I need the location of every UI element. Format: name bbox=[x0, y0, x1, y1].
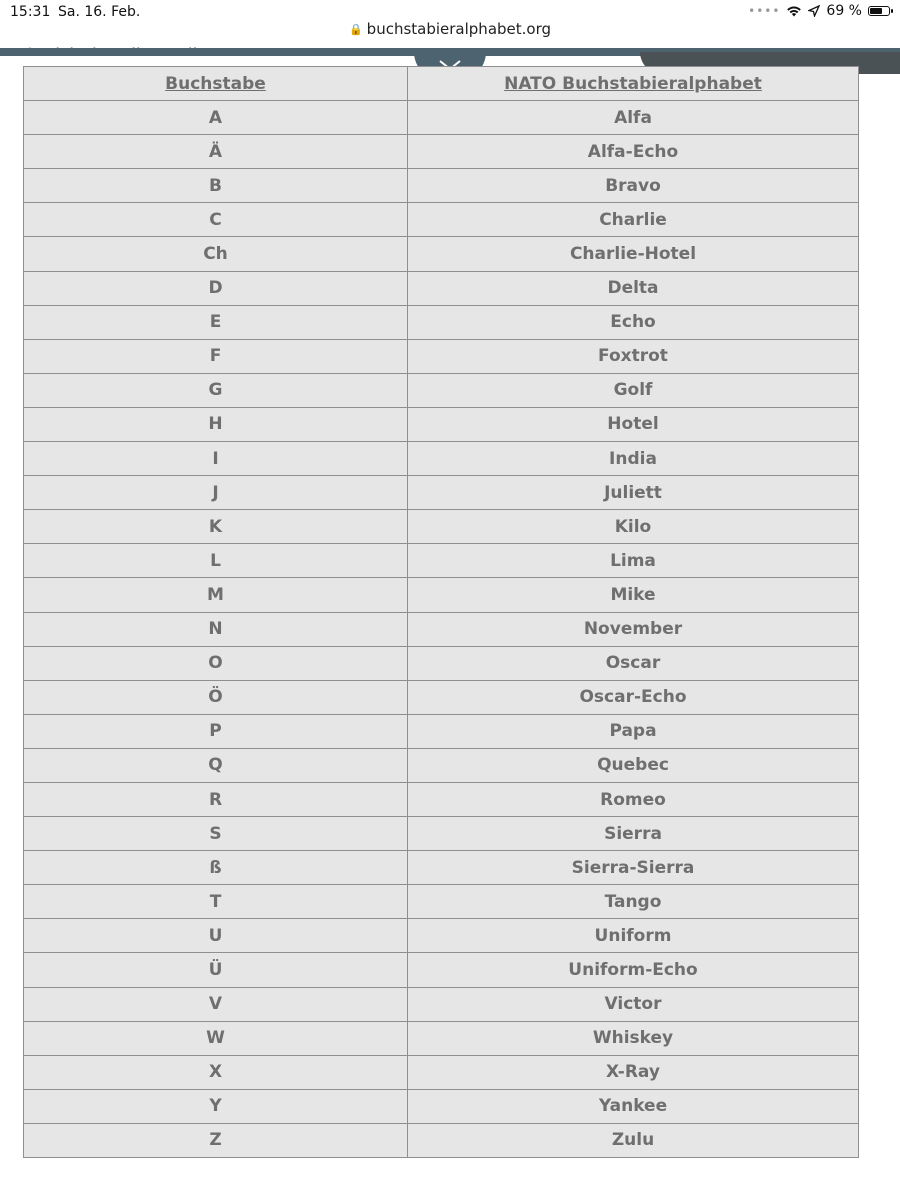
table-row bbox=[24, 271, 859, 305]
letter-cell: Z bbox=[24, 1123, 408, 1157]
codeword-cell: Sierra bbox=[408, 817, 859, 851]
codeword-cell: Charlie bbox=[408, 203, 859, 237]
header-letter-label: Buchstabe bbox=[165, 73, 266, 94]
codeword-cell: Whiskey bbox=[408, 1021, 859, 1055]
table-row bbox=[24, 1055, 859, 1089]
table-row bbox=[24, 817, 859, 851]
codeword-cell: Quebec bbox=[408, 748, 859, 782]
table-row bbox=[24, 135, 859, 169]
table-row bbox=[24, 851, 859, 885]
table-row bbox=[24, 373, 859, 407]
letter-cell: I bbox=[24, 442, 408, 476]
letter-cell: O bbox=[24, 646, 408, 680]
codeword-cell: Alfa bbox=[408, 101, 859, 135]
codeword-cell: Sierra-Sierra bbox=[408, 851, 859, 885]
codeword-cell: Kilo bbox=[408, 510, 859, 544]
letter-cell: B bbox=[24, 169, 408, 203]
table-row bbox=[24, 748, 859, 782]
codeword-cell: Bravo bbox=[408, 169, 859, 203]
table-body bbox=[24, 101, 859, 1158]
letter-cell: Ö bbox=[24, 680, 408, 714]
codeword-cell: Zulu bbox=[408, 1123, 859, 1157]
codeword-cell: Oscar-Echo bbox=[408, 680, 859, 714]
codeword-cell: Uniform-Echo bbox=[408, 953, 859, 987]
codeword-cell: Romeo bbox=[408, 782, 859, 816]
table-row bbox=[24, 782, 859, 816]
table-row bbox=[24, 1021, 859, 1055]
letter-cell: S bbox=[24, 817, 408, 851]
table-row bbox=[24, 953, 859, 987]
table-row bbox=[24, 339, 859, 373]
location-arrow-icon bbox=[808, 5, 820, 17]
letter-cell: N bbox=[24, 612, 408, 646]
letter-cell: F bbox=[24, 339, 408, 373]
letter-cell: Y bbox=[24, 1089, 408, 1123]
letter-cell: P bbox=[24, 714, 408, 748]
letter-cell: Ch bbox=[24, 237, 408, 271]
table-row bbox=[24, 578, 859, 612]
multitasking-dots-icon: •••• bbox=[748, 4, 781, 18]
status-date: Sa. 16. Feb. bbox=[58, 4, 141, 20]
table-row bbox=[24, 646, 859, 680]
letter-cell: M bbox=[24, 578, 408, 612]
table-row bbox=[24, 714, 859, 748]
codeword-cell: Tango bbox=[408, 885, 859, 919]
table-row bbox=[24, 987, 859, 1021]
letter-cell: K bbox=[24, 510, 408, 544]
letter-cell: E bbox=[24, 305, 408, 339]
header-nato-label: NATO Buchstabieralphabet bbox=[504, 73, 762, 94]
table-row bbox=[24, 203, 859, 237]
table-row bbox=[24, 305, 859, 339]
codeword-cell: Charlie-Hotel bbox=[408, 237, 859, 271]
status-right bbox=[748, 3, 890, 19]
letter-cell: X bbox=[24, 1055, 408, 1089]
table-row bbox=[24, 169, 859, 203]
table-row bbox=[24, 1089, 859, 1123]
battery-icon bbox=[868, 6, 890, 16]
codeword-cell: Foxtrot bbox=[408, 339, 859, 373]
letter-cell: L bbox=[24, 544, 408, 578]
letter-cell: ß bbox=[24, 851, 408, 885]
codeword-cell: Papa bbox=[408, 714, 859, 748]
battery-percent: 69 % bbox=[826, 3, 862, 19]
letter-cell: A bbox=[24, 101, 408, 135]
letter-cell: U bbox=[24, 919, 408, 953]
table-row bbox=[24, 919, 859, 953]
codeword-cell: Uniform bbox=[408, 919, 859, 953]
table-row bbox=[24, 1123, 859, 1157]
codeword-cell: India bbox=[408, 442, 859, 476]
codeword-cell: Delta bbox=[408, 271, 859, 305]
letter-cell: Ü bbox=[24, 953, 408, 987]
table-row bbox=[24, 510, 859, 544]
codeword-cell: Mike bbox=[408, 578, 859, 612]
url-text: buchstabieralphabet.org bbox=[366, 20, 552, 38]
codeword-cell: Oscar bbox=[408, 646, 859, 680]
letter-cell: R bbox=[24, 782, 408, 816]
table-row bbox=[24, 237, 859, 271]
table-row bbox=[24, 680, 859, 714]
table-row bbox=[24, 885, 859, 919]
codeword-cell: Golf bbox=[408, 373, 859, 407]
wifi-icon bbox=[786, 5, 802, 17]
table-row bbox=[24, 544, 859, 578]
table-row bbox=[24, 476, 859, 510]
codeword-cell: Hotel bbox=[408, 407, 859, 441]
letter-cell: G bbox=[24, 373, 408, 407]
codeword-cell: Yankee bbox=[408, 1089, 859, 1123]
letter-cell: D bbox=[24, 271, 408, 305]
letter-cell: Q bbox=[24, 748, 408, 782]
battery-fill bbox=[870, 8, 882, 14]
letter-cell: Ä bbox=[24, 135, 408, 169]
codeword-cell: Juliett bbox=[408, 476, 859, 510]
lock-icon: 🔒 bbox=[348, 23, 363, 36]
letter-cell: J bbox=[24, 476, 408, 510]
header-nato[interactable] bbox=[408, 67, 859, 101]
table-row bbox=[24, 442, 859, 476]
letter-cell: T bbox=[24, 885, 408, 919]
codeword-cell: X-Ray bbox=[408, 1055, 859, 1089]
codeword-cell: November bbox=[408, 612, 859, 646]
alphabet-table bbox=[23, 66, 859, 1158]
letter-cell: V bbox=[24, 987, 408, 1021]
codeword-cell: Alfa-Echo bbox=[408, 135, 859, 169]
table-row bbox=[24, 407, 859, 441]
letter-cell: W bbox=[24, 1021, 408, 1055]
header-letter[interactable] bbox=[24, 67, 408, 101]
codeword-cell: Victor bbox=[408, 987, 859, 1021]
letter-cell: C bbox=[24, 203, 408, 237]
table-header-row bbox=[24, 67, 859, 101]
codeword-cell: Echo bbox=[408, 305, 859, 339]
codeword-cell: Lima bbox=[408, 544, 859, 578]
letter-cell: H bbox=[24, 407, 408, 441]
table-row bbox=[24, 612, 859, 646]
status-time: 15:31 bbox=[10, 4, 51, 20]
table-row bbox=[24, 101, 859, 135]
